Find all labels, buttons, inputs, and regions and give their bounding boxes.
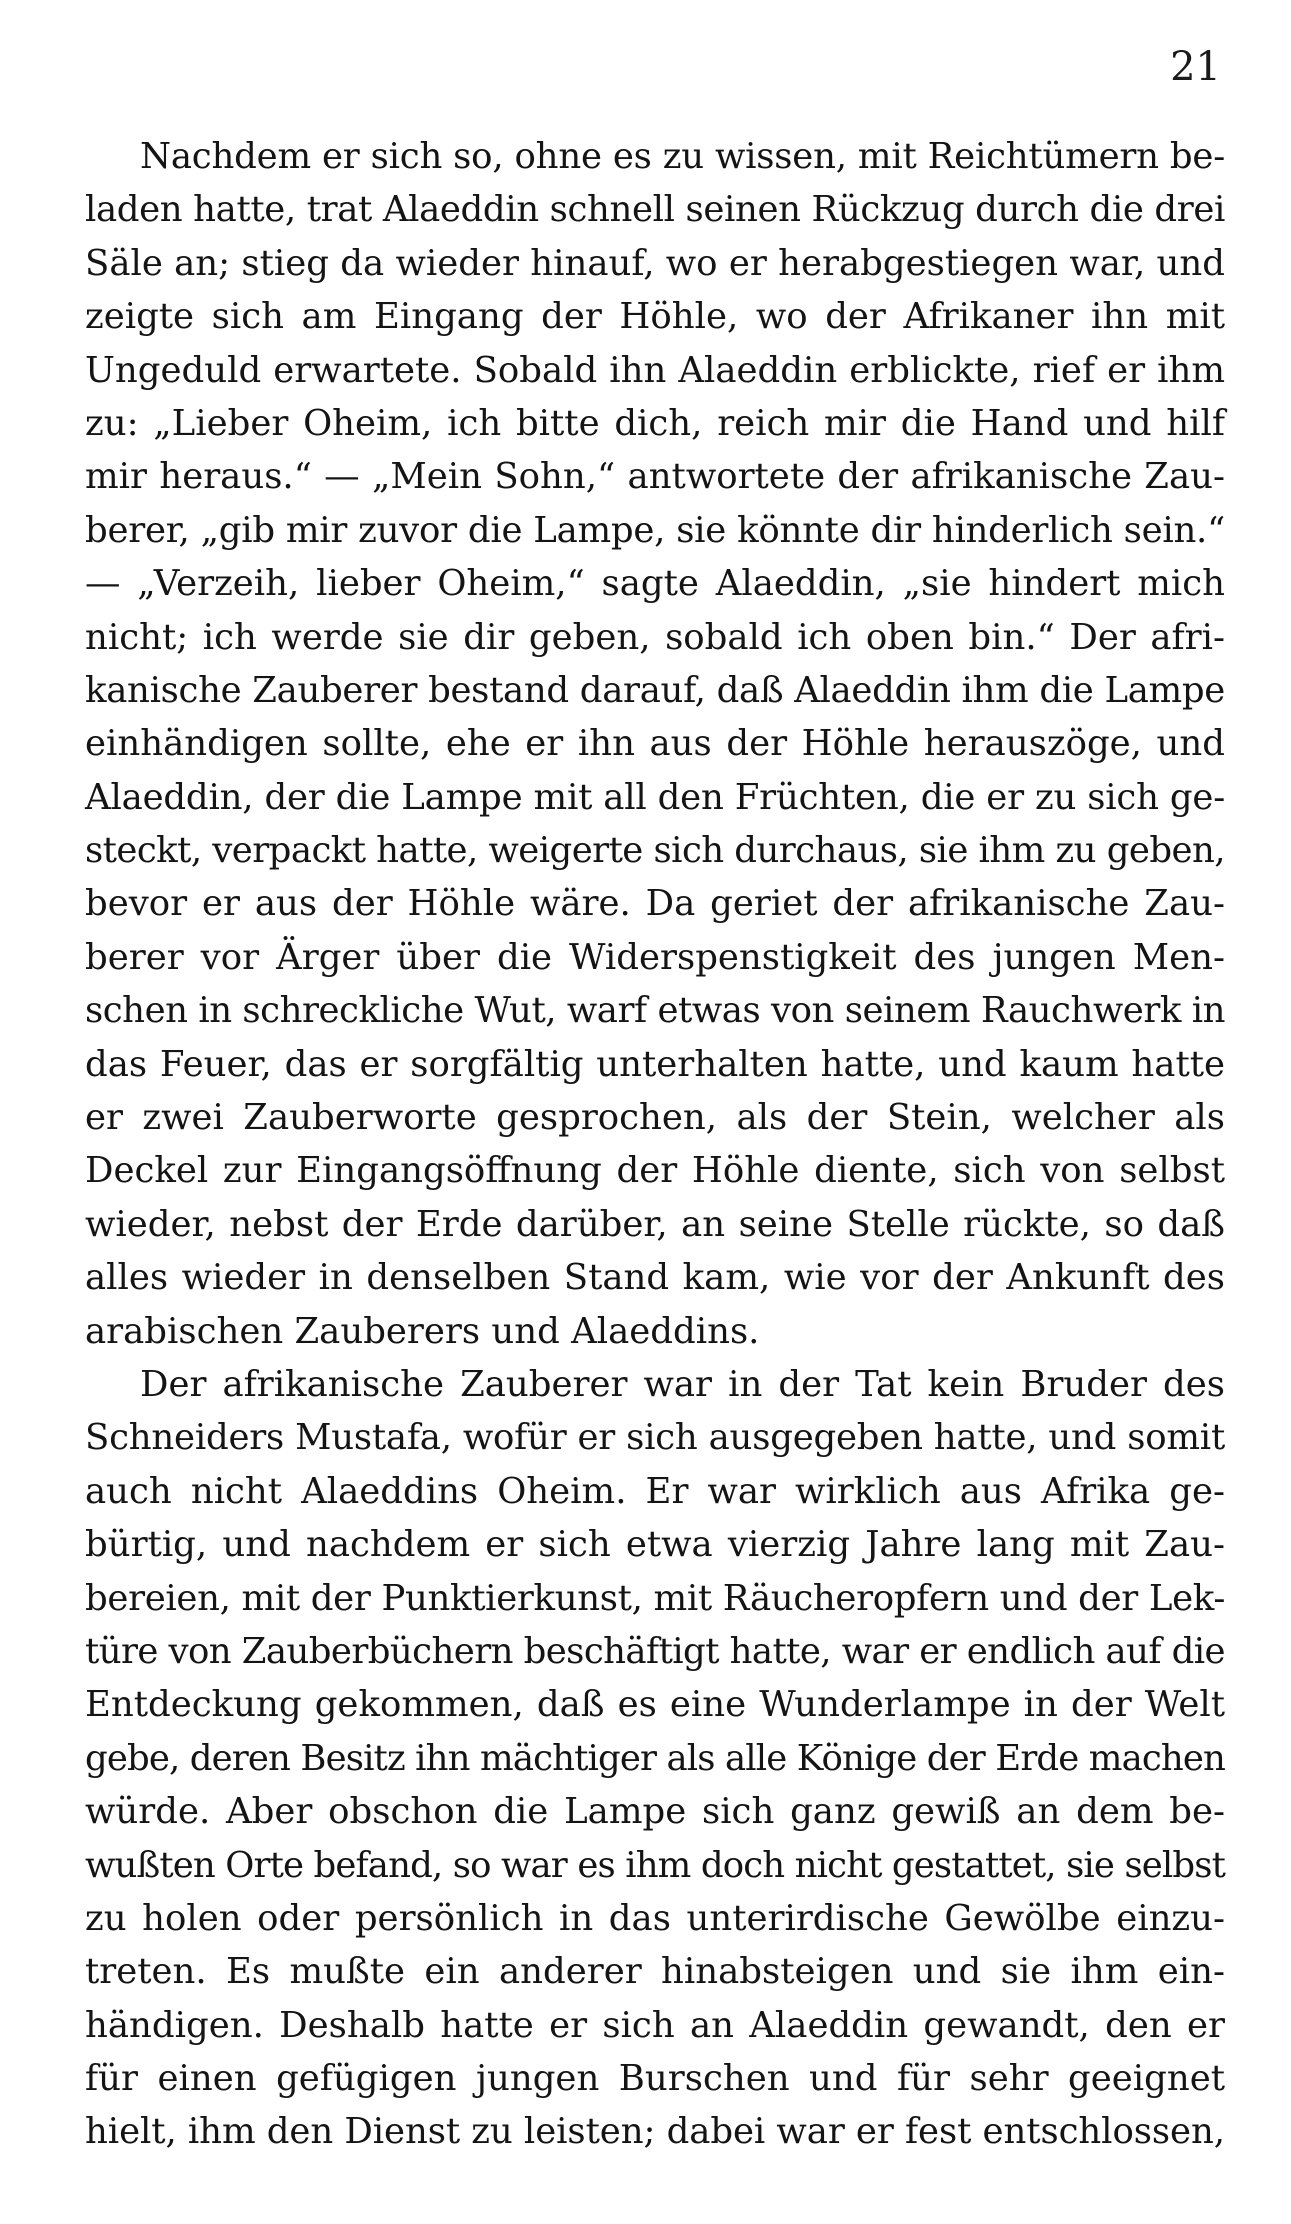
text-line: bevor er aus der Höhle wäre. Da geriet der afrikanische Zau-: [85, 883, 1225, 925]
text-line: einhändigen sollte, ehe er ihn aus der Höhle herauszöge, und: [85, 723, 1225, 765]
text-line: bereien, mit der Punktierkunst, mit Räucheropfern und der Lek-: [85, 1577, 1225, 1619]
text-line: schen in schreckliche Wut, warf etwas von seinem Rauchwerk in: [85, 990, 1225, 1032]
text-line: Nachdem er sich so, ohne es zu wissen, mit Reichtümern be-: [140, 136, 1225, 177]
text-line: Alaeddin, der die Lampe mit all den Früchten, die er zu sich ge-: [85, 776, 1225, 818]
text-line: Schneiders Mustafa, wofür er sich ausgegeben hatte, und somit: [85, 1417, 1225, 1459]
text-line: für einen gefügigen jungen Burschen und für sehr geeignet: [85, 2058, 1225, 2100]
text-line: Deckel zur Eingangsöffnung der Höhle diente, sich von selbst: [85, 1150, 1225, 1192]
text-line: treten. Es mußte ein anderer hinabsteigen und sie ihm ein-: [85, 1951, 1225, 1993]
text-line: steckt, verpackt hatte, weigerte sich durchaus, sie ihm zu geben,: [85, 830, 1225, 872]
text-line: — „Verzeih, lieber Oheim,“ sagte Alaeddin, „sie hindert mich: [85, 563, 1225, 605]
text-line: mir heraus.“ — „Mein Sohn,“ antwortete der afrikanische Zau-: [85, 456, 1225, 498]
text-line: laden hatte, trat Alaeddin schnell seinen Rückzug durch die drei: [85, 189, 1225, 231]
text-line: gebe, deren Besitz ihn mächtiger als alle Könige der Erde machen: [85, 1737, 1225, 1779]
text-line: auch nicht Alaeddins Oheim. Er war wirklich aus Afrika ge-: [85, 1470, 1225, 1512]
text-line: berer vor Ärger über die Widerspenstigkeit des jungen Men-: [85, 936, 1225, 978]
text-line: zu holen oder persönlich in das unterirdische Gewölbe einzu-: [85, 1897, 1225, 1939]
text-line: nicht; ich werde sie dir geben, sobald ich oben bin.“ Der afri-: [85, 616, 1225, 658]
text-line: er zwei Zauberworte gesprochen, als der Stein, welcher als: [85, 1097, 1225, 1139]
text-line: wußten Orte befand, so war es ihm doch nicht gestattet, sie selbst: [85, 1844, 1225, 1886]
text-line: hielt, ihm den Dienst zu leisten; dabei war er fest entschlossen,: [85, 2111, 1225, 2153]
body-text: [85, 130, 1225, 2159]
text-line: kanische Zauberer bestand darauf, daß Alaeddin ihm die Lampe: [85, 669, 1225, 711]
page-number: 21: [1170, 44, 1221, 90]
paragraph: [85, 130, 1225, 1358]
text-line: Entdeckung gekommen, daß es eine Wunderlampe in der Welt: [85, 1684, 1225, 1726]
text-line: arabischen Zauberers und Alaeddins.: [85, 1310, 760, 1352]
text-line: türe von Zauberbüchern beschäftigt hatte, war er endlich auf die: [85, 1630, 1225, 1672]
text-line: würde. Aber obschon die Lampe sich ganz gewiß an dem be-: [85, 1791, 1225, 1833]
text-line: zeigte sich am Eingang der Höhle, wo der Afrikaner ihn mit: [85, 296, 1225, 338]
text-line: wieder, nebst der Erde darüber, an seine Stelle rückte, so daß: [85, 1203, 1225, 1245]
text-line: Ungeduld erwartete. Sobald ihn Alaeddin erblickte, rief er ihm: [85, 349, 1225, 391]
text-line: Säle an; stieg da wieder hinauf, wo er herabgestiegen war, und: [85, 242, 1225, 284]
text-line: zu: „Lieber Oheim, ich bitte dich, reich mir die Hand und hilf: [85, 402, 1225, 444]
text-line: berer, „gib mir zuvor die Lampe, sie könnte dir hinderlich sein.“: [85, 509, 1225, 551]
text-line: das Feuer, das er sorgfältig unterhalten hatte, und kaum hatte: [85, 1043, 1225, 1085]
text-line: händigen. Deshalb hatte er sich an Alaeddin gewandt, den er: [85, 2004, 1225, 2046]
text-line: alles wieder in denselben Stand kam, wie vor der Ankunft des: [85, 1257, 1225, 1299]
text-line: Der afrikanische Zauberer war in der Tat kein Bruder des: [140, 1363, 1225, 1405]
text-line: bürtig, und nachdem er sich etwa vierzig Jahre lang mit Zau-: [85, 1524, 1225, 1566]
paragraph: [85, 1358, 1225, 2159]
